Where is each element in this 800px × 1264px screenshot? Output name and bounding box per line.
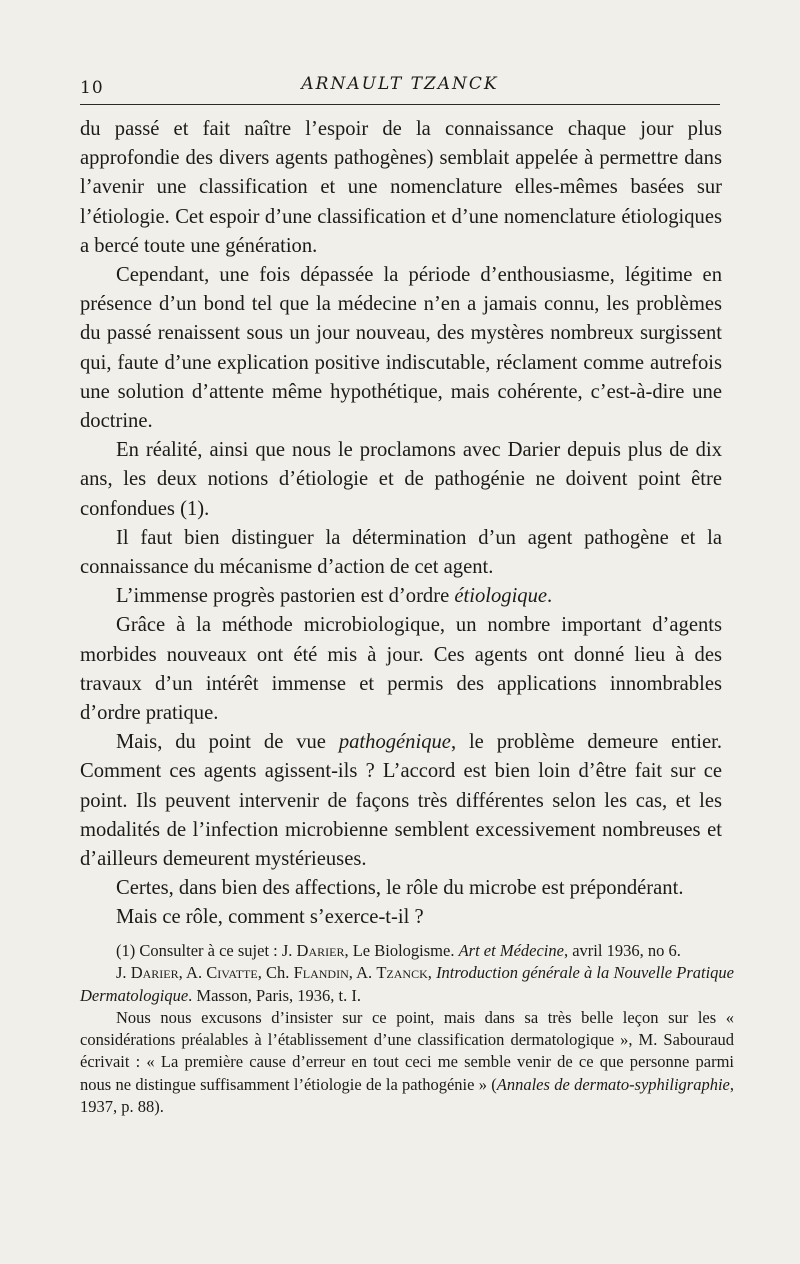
footnote-2	[80, 962, 734, 1007]
footnote-2-publisher: . Masson, Paris, 1936, t. I.	[188, 985, 361, 1005]
paragraph-8: Certes, dans bien des affections, le rôle du microbe est prépondérant.	[116, 877, 684, 900]
paragraph-3: En réalité, ainsi que nous le proclamons avec Darier depuis plus de dix ans, les deux notions d’étiologie et de pathogénie ne doivent point être confondues (1).	[80, 439, 722, 520]
footnote-2-prefix: J.	[116, 963, 131, 983]
footnote-3-ref: , 1937, p. 88).	[80, 1074, 735, 1117]
page-header	[80, 70, 720, 100]
footnote-2-author-4: Tzanck	[376, 963, 428, 983]
footnote-1	[80, 940, 734, 962]
footnote-3-journal: Annales de dermato-syphiligraphie	[496, 1074, 730, 1094]
paragraph-7-emphasis: pathogénique	[338, 731, 451, 754]
paragraph-2: Cependant, une fois dépassée la période d’enthousiasme, légitime en présence d’un bond tel que la médecine n’en a jamais connu, les problèmes du passé renaissent sous un jour nouveau, des mystères nombreux surgissent qui, faute d’une explication positive indiscutable, réclament comme autrefois une solution d’attente même hypothétique, mais cohérente, c’est-à-dire une doctrine.	[80, 264, 722, 433]
header-rule	[80, 104, 720, 105]
footnote-3-text: Nous nous excusons d’insister sur ce point, mais dans sa très belle leçon sur les « considérations préalables à l’établissement d’une classification dermatologique », M. Sabouraud écrivait : « La première cause d’erreur en tout ceci me semble venir de ce que personne parmi nous ne distingue suffisamment l’étiologie de la pathogénie » (	[80, 1007, 734, 1094]
paragraph-1: du passé et fait naître l’espoir de la connaissance chaque jour plus approfondie des divers agents pathogènes) semblait appelée à permettre dans l’avenir une classification et une nomenclature elles-mêmes basées sur l’étiologie. Cet espoir d’une classification et d’une nomenclature étiologiques a bercé toute une génération.	[80, 118, 722, 257]
paragraph-7-rest: , le problème demeure entier. Comment ces agents agissent-ils ? L’accord est bien loin d’être fait sur ce point. Ils peuvent intervenir de façons très différentes selon les cas, et les modalités de l’infection microbienne semblent excessivement nombreuses et d’ailleurs demeurent mystérieuses.	[80, 731, 723, 871]
footnote-2-sep-4: ,	[427, 963, 437, 983]
footnote-2-sep-1: , A.	[178, 963, 207, 983]
paragraph-6: Grâce à la méthode microbiologique, un nombre important d’agents morbides nouveaux ont été mis à jour. Ces agents ont donné lieu à des travaux d’un intérêt immense et permis des applications innombrables d’ordre pratique.	[80, 614, 722, 725]
footnote-1-date: , avril 1936, no 6.	[563, 941, 681, 960]
paragraph-5-text: L’immense progrès pastorien est d’ordre	[116, 585, 455, 608]
footnote-1-author: Darier	[296, 941, 345, 960]
main-text	[80, 115, 722, 933]
footnote-2-sep-2: , Ch.	[257, 963, 294, 983]
footnote-3	[80, 1007, 734, 1118]
footnote-2-author-1: Darier	[130, 963, 179, 983]
paragraph-9: Mais ce rôle, comment s’exerce-t-il ?	[116, 906, 424, 929]
footnote-1-title: , Le Biologisme.	[344, 941, 459, 960]
paragraph-7	[80, 728, 722, 874]
paragraph-5-end: .	[547, 585, 553, 608]
footnote-2-author-3: Flandin	[293, 963, 349, 983]
footnote-2-sep-3: , A.	[348, 963, 377, 983]
footnote-2-book-title: Introduction générale à la Nouvelle Pratique Dermatologique	[80, 963, 734, 1005]
paragraph-5-emphasis: étiologique	[454, 585, 548, 608]
paragraph-4: Il faut bien distinguer la détermination d’un agent pathogène et la connaissance du mécanisme d’action de cet agent.	[80, 526, 722, 579]
paragraph-5	[80, 582, 722, 611]
footnotes	[80, 940, 734, 1118]
footnote-1-text: (1) Consulter à ce sujet : J.	[116, 941, 297, 960]
paragraph-7-text: Mais, du point de vue	[116, 731, 339, 754]
footnote-2-author-2: Civatte	[206, 963, 258, 983]
footnote-1-journal: Art et Médecine	[458, 941, 564, 960]
page-number: 10	[80, 78, 104, 98]
running-title: ARNAULT TZANCK	[301, 74, 499, 94]
